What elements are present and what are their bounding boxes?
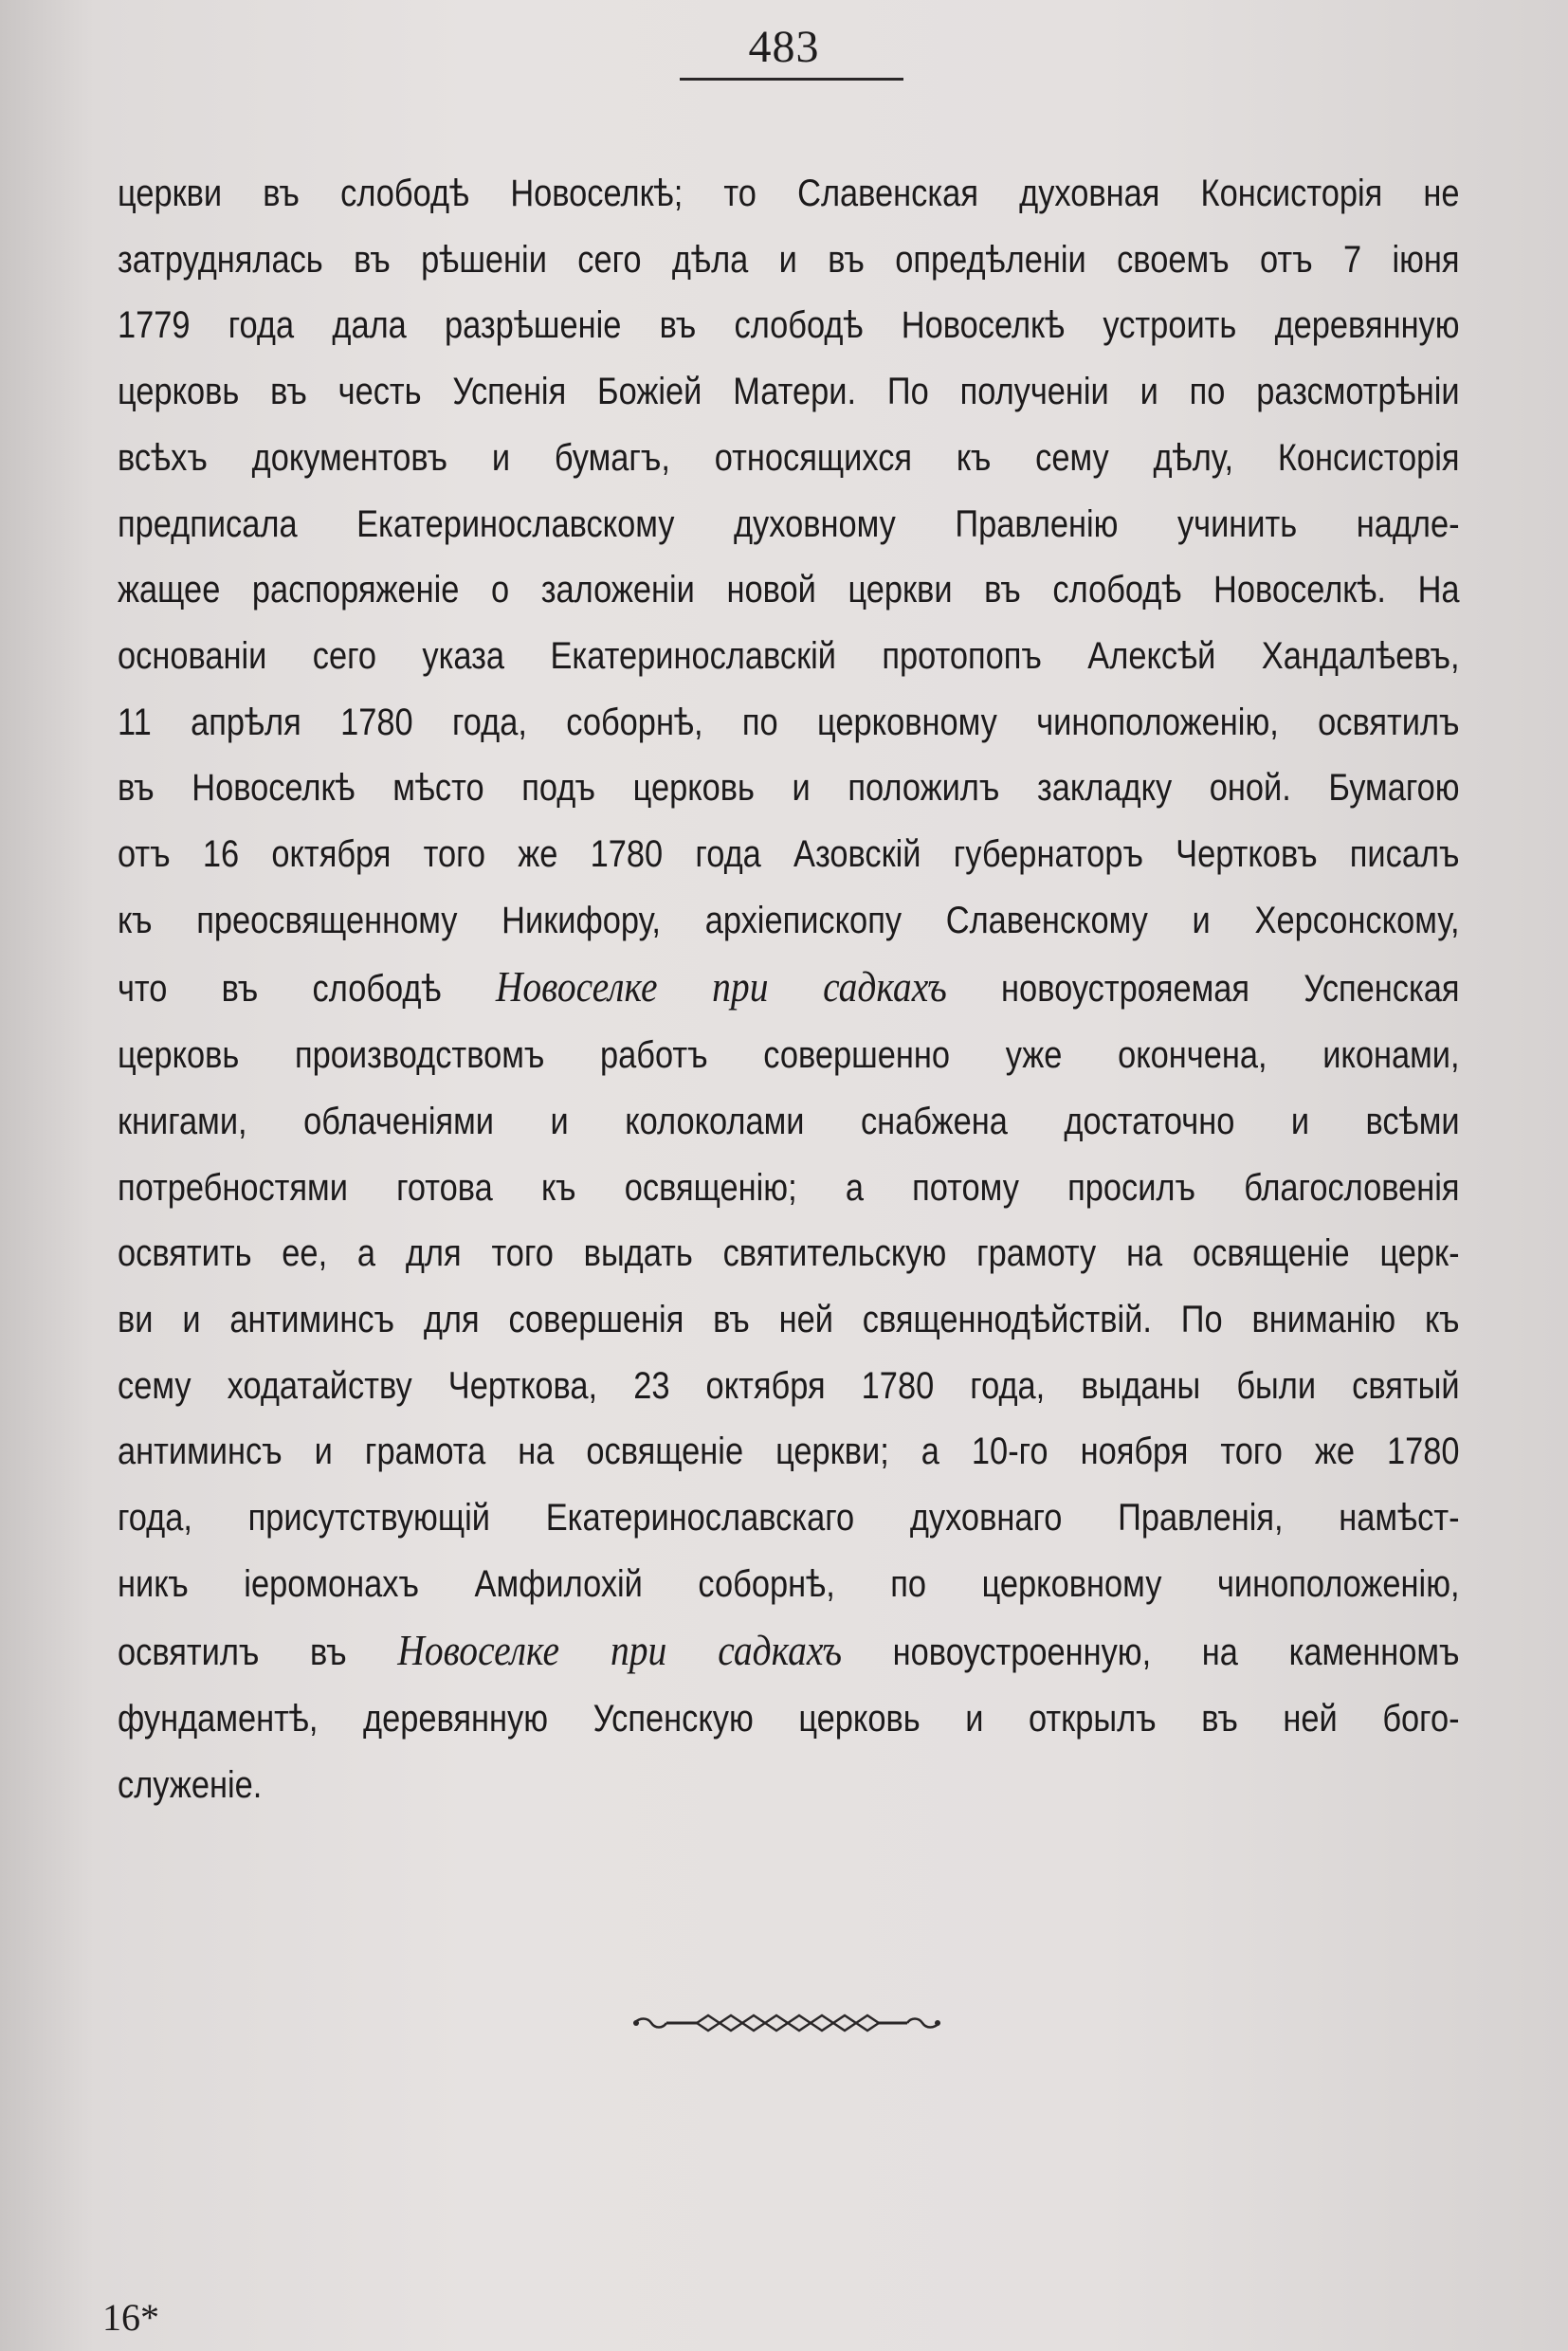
- text-segment: церковь производствомъ работъ совершенно уже окончена, иконами,: [118, 1034, 1460, 1077]
- text-segment: основаніи сего указа Екатеринославскій протопопъ Алексѣй Хандалѣевъ,: [118, 634, 1460, 677]
- text-line: [118, 954, 1460, 1023]
- text-segment: въ Новоселкѣ мѣсто подъ церковь и положилъ закладку оной. Бумагою: [118, 767, 1460, 810]
- text-line: [118, 293, 1460, 359]
- text-segment: что въ слободѣ: [118, 968, 496, 1011]
- text-line: [118, 822, 1460, 888]
- text-segment: потребностями готова къ освященію; а потому просилъ благословенія: [118, 1166, 1460, 1209]
- text-line: [118, 228, 1460, 294]
- text-segment: жащее распоряженіе о заложеніи новой церкви въ слободѣ Новоселкѣ. На: [118, 569, 1460, 611]
- text-segment: 11 апрѣля 1780 года, соборнѣ, по церковному чиноположенію, освятилъ: [118, 701, 1460, 743]
- ornament-divider: [630, 2008, 943, 2036]
- page-number-rule: [680, 78, 903, 81]
- text-line: [118, 1686, 1460, 1753]
- text-segment: освятилъ въ: [118, 1631, 398, 1674]
- text-segment: 1779 года дала разрѣшеніе въ слободѣ Новоселкѣ устроить деревянную: [118, 304, 1460, 347]
- text-line: [118, 1221, 1460, 1287]
- text-segment: новоустроенную, на каменномъ: [842, 1631, 1460, 1674]
- text-segment: затруднялась въ рѣшеніи сего дѣла и въ опредѣленіи своемъ отъ 7 іюня: [118, 238, 1460, 281]
- text-line: [118, 1354, 1460, 1420]
- text-line: [118, 161, 1460, 228]
- text-line: [118, 426, 1460, 492]
- text-segment: освятить ее, а для того выдать святительскую грамоту на освященіе церк-: [118, 1232, 1460, 1275]
- text-segment: служеніе.: [118, 1763, 263, 1806]
- text-segment: года, присутствующій Екатеринославскаго духовнаго Правленія, намѣст-: [118, 1497, 1460, 1540]
- text-line: [118, 359, 1460, 426]
- text-segment: книгами, облаченіями и колоколами снабжена достаточно и всѣми: [118, 1100, 1460, 1142]
- text-segment: антиминсъ и грамота на освященіе церкви; а 10-го ноября того же 1780: [118, 1431, 1460, 1473]
- text-segment: новоустрояемая Успенская: [946, 968, 1460, 1011]
- text-line: [118, 690, 1460, 756]
- text-segment: церкви въ слободѣ Новоселкѣ; то Славенская духовная Консисторія не: [118, 173, 1460, 214]
- text-segment: ви и антиминсъ для совершенія въ ней священнодѣйствій. По вниманію къ: [118, 1298, 1460, 1340]
- text-segment: церковь въ честь Успенія Божіей Матери. По полученіи и по разсмотрѣніи: [118, 371, 1460, 413]
- text-line: [118, 1156, 1460, 1222]
- text-line: [118, 1552, 1460, 1618]
- text-line: [118, 1023, 1460, 1089]
- text-segment: предписала Екатеринославскому духовному Правленію учинить надле-: [118, 502, 1460, 545]
- text-segment: фундаментѣ, деревянную Успенскую церковь и открылъ въ ней бого-: [118, 1698, 1460, 1740]
- text-line: [118, 1287, 1460, 1354]
- text-line: [118, 1617, 1460, 1686]
- text-line: [118, 1485, 1460, 1552]
- printer-signature-mark: 16*: [102, 2296, 159, 2339]
- text-segment: отъ 16 октября того же 1780 года Азовскій губернаторъ Чертковъ писалъ: [118, 833, 1460, 876]
- text-line: [118, 1753, 1460, 1819]
- text-segment: всѣхъ документовъ и бумагъ, относящихся къ сему дѣлу, Консисторія: [118, 436, 1460, 479]
- body-text: [118, 161, 1460, 1819]
- page-number: 483: [748, 22, 820, 72]
- italic-phrase: Новоселке при садкахъ: [495, 962, 947, 1011]
- text-line: [118, 1419, 1460, 1485]
- text-line: [118, 492, 1460, 558]
- text-line: [118, 624, 1460, 690]
- text-line: [118, 557, 1460, 624]
- text-line: [118, 1089, 1460, 1156]
- italic-phrase: Новоселке при садкахъ: [397, 1626, 843, 1675]
- text-segment: никъ іеромонахъ Амфилохій соборнѣ, по церковному чиноположенію,: [118, 1562, 1460, 1605]
- text-line: [118, 888, 1460, 955]
- text-segment: сему ходатайству Черткова, 23 октября 1780 года, выданы были святый: [118, 1364, 1460, 1407]
- text-segment: къ преосвященному Никифору, архіепископу Славенскому и Херсонскому,: [118, 899, 1460, 941]
- text-line: [118, 756, 1460, 822]
